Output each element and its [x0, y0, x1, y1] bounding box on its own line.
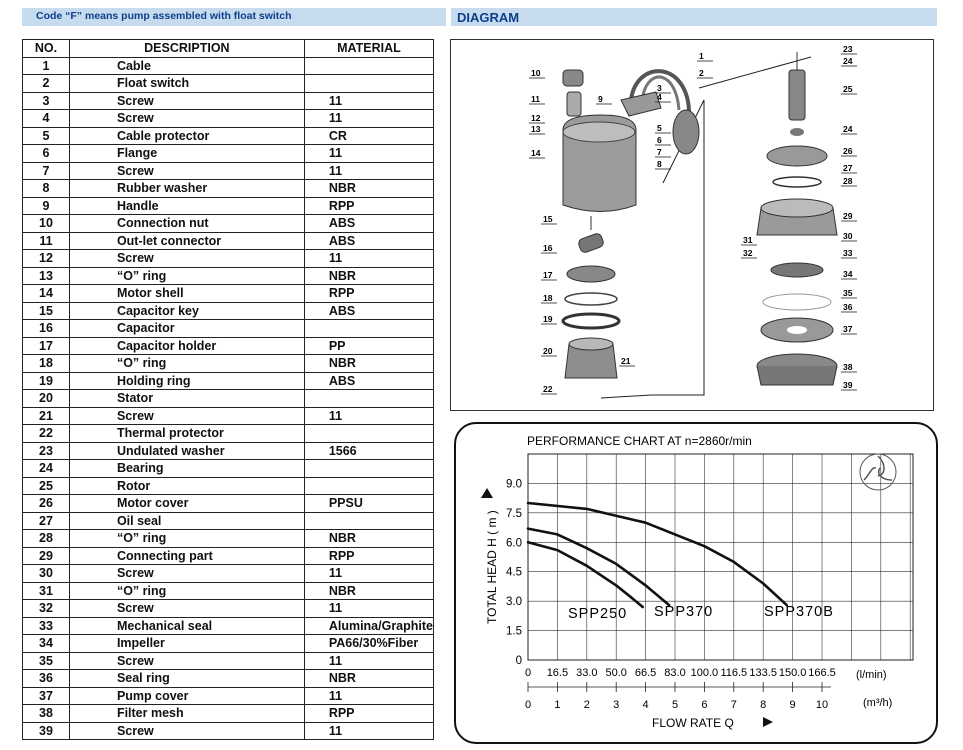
y-tick-label: 9.0 — [506, 478, 522, 491]
plot-area — [528, 454, 913, 660]
part-number: 31 — [23, 582, 70, 600]
impeller-icon — [860, 454, 896, 490]
callout-number: 1 — [699, 51, 704, 61]
table-row — [23, 530, 434, 548]
part-material: RPP — [304, 197, 433, 215]
table-row — [23, 320, 434, 338]
part-material: PPSU — [304, 495, 433, 513]
part-material: 11 — [304, 250, 433, 268]
y-axis-label: TOTAL HEAD H ( m ) — [485, 510, 499, 624]
part-number: 1 — [23, 57, 70, 75]
table-row — [23, 547, 434, 565]
callout-number: 29 — [843, 211, 853, 221]
table-row — [23, 512, 434, 530]
table-row — [23, 145, 434, 163]
callout-number: 8 — [657, 159, 662, 169]
x-tick-label-m3h: 10 — [815, 699, 829, 711]
part-material: ABS — [304, 215, 433, 233]
callout-number: 24 — [843, 124, 853, 134]
table-row — [23, 250, 434, 268]
performance-chart — [456, 424, 936, 742]
part-material: 11 — [304, 407, 433, 425]
part-description: Motor shell — [69, 285, 304, 303]
callout-number: 32 — [743, 248, 753, 258]
callout-number: 33 — [843, 248, 853, 258]
part-material — [304, 512, 433, 530]
x-tick-label-m3h: 7 — [730, 699, 737, 711]
callout-number: 28 — [843, 176, 853, 186]
table-header-row — [23, 40, 434, 58]
part-number: 8 — [23, 180, 70, 198]
y-tick-label: 4.5 — [506, 566, 522, 579]
part-material: CR — [304, 127, 433, 145]
x-tick-label-m3h: 0 — [524, 699, 532, 711]
o-ring-drawing — [565, 293, 617, 305]
part-material: Alumina/Graphite — [304, 617, 433, 635]
part-material — [304, 390, 433, 408]
part-material: RPP — [304, 705, 433, 723]
part-material: NBR — [304, 267, 433, 285]
y-tick-label: 0 — [515, 655, 522, 667]
callout-number: 15 — [543, 214, 553, 224]
rotor-drawing — [789, 70, 805, 120]
table-row — [23, 127, 434, 145]
part-number: 5 — [23, 127, 70, 145]
part-description: Connection nut — [69, 215, 304, 233]
callout-number: 10 — [531, 68, 541, 78]
table-row — [23, 617, 434, 635]
diagram-banner — [451, 8, 937, 26]
part-description: “O” ring — [69, 267, 304, 285]
motor-cover-drawing — [767, 146, 827, 166]
part-description: Screw — [69, 652, 304, 670]
part-number: 27 — [23, 512, 70, 530]
table-row — [23, 285, 434, 303]
series-line-spp250 — [528, 542, 643, 607]
part-description: Motor cover — [69, 495, 304, 513]
x-tick-label-lmin: 133.5 — [749, 667, 777, 679]
part-material: PP — [304, 337, 433, 355]
table-row — [23, 565, 434, 583]
parts-table-body — [23, 57, 434, 740]
part-description: Screw — [69, 92, 304, 110]
callout-number: 26 — [843, 146, 853, 156]
x-unit-lmin: (l/min) — [856, 669, 887, 681]
x-tick-label-lmin: 83.0 — [664, 667, 686, 679]
table-row — [23, 75, 434, 93]
table-row — [23, 687, 434, 705]
y-tick-label: 6.0 — [506, 537, 522, 550]
part-number: 7 — [23, 162, 70, 180]
part-number: 34 — [23, 635, 70, 653]
part-description: Filter mesh — [69, 705, 304, 723]
table-row — [23, 110, 434, 128]
table-row — [23, 162, 434, 180]
holding-ring-drawing — [563, 314, 619, 328]
table-row — [23, 652, 434, 670]
part-number: 24 — [23, 460, 70, 478]
callout-number: 22 — [543, 384, 553, 394]
part-material — [304, 460, 433, 478]
table-row — [23, 425, 434, 443]
part-material — [304, 320, 433, 338]
y-tick-label: 1.5 — [506, 625, 522, 638]
part-number: 15 — [23, 302, 70, 320]
x-unit-m3h: (m³/h) — [863, 697, 893, 709]
part-material: PA66/30%Fiber — [304, 635, 433, 653]
callout-number: 5 — [657, 123, 662, 133]
part-number: 23 — [23, 442, 70, 460]
part-material: 1566 — [304, 442, 433, 460]
callout-number: 3 — [657, 83, 662, 93]
part-material: 11 — [304, 110, 433, 128]
part-material: 11 — [304, 92, 433, 110]
part-number: 4 — [23, 110, 70, 128]
handle-drawing — [621, 92, 661, 116]
part-description: Seal ring — [69, 670, 304, 688]
callout-number: 16 — [543, 243, 553, 253]
callout-number: 6 — [657, 135, 662, 145]
part-material — [304, 57, 433, 75]
float-switch-drawing — [673, 110, 699, 154]
x-tick-label-lmin: 116.5 — [720, 667, 748, 679]
callout-number: 24 — [843, 56, 853, 66]
part-number: 32 — [23, 600, 70, 618]
x-tick-label-lmin: 100.0 — [690, 667, 719, 679]
part-number: 2 — [23, 75, 70, 93]
part-description: Connecting part — [69, 547, 304, 565]
callout-number: 23 — [843, 44, 853, 54]
part-number: 22 — [23, 425, 70, 443]
part-description: Capacitor — [69, 320, 304, 338]
diagram-heading: DIAGRAM — [457, 10, 520, 25]
x-tick-label-lmin: 33.0 — [576, 667, 598, 679]
exploded-diagram-svg — [451, 40, 935, 412]
connection-nut-drawing — [563, 70, 583, 86]
performance-chart-panel — [454, 422, 938, 744]
callout-number: 17 — [543, 270, 553, 280]
x-tick-label-lmin: 0 — [524, 667, 532, 679]
part-material: RPP — [304, 285, 433, 303]
part-material: ABS — [304, 232, 433, 250]
part-description: Screw — [69, 722, 304, 740]
capacitor-holder-drawing — [567, 266, 615, 282]
table-row — [23, 372, 434, 390]
callout-number: 14 — [531, 148, 541, 158]
part-description: Capacitor key — [69, 302, 304, 320]
part-number: 14 — [23, 285, 70, 303]
part-number: 18 — [23, 355, 70, 373]
part-number: 33 — [23, 617, 70, 635]
part-number: 19 — [23, 372, 70, 390]
chart-grid — [528, 454, 913, 660]
x-tick-label-m3h: 3 — [613, 699, 620, 711]
table-row — [23, 267, 434, 285]
part-material: 11 — [304, 652, 433, 670]
part-description: Rubber washer — [69, 180, 304, 198]
callout-number: 25 — [843, 84, 853, 94]
table-row — [23, 460, 434, 478]
x-tick-label-m3h: 1 — [554, 699, 561, 711]
callout-number: 36 — [843, 302, 853, 312]
x-tick-label-lmin: 16.5 — [546, 667, 569, 679]
table-row — [23, 407, 434, 425]
x-tick-label-m3h: 9 — [789, 699, 796, 711]
part-description: Out-let connector — [69, 232, 304, 250]
part-description: Screw — [69, 565, 304, 583]
part-material: NBR — [304, 582, 433, 600]
part-description: Bearing — [69, 460, 304, 478]
table-row — [23, 57, 434, 75]
part-number: 37 — [23, 687, 70, 705]
callout-number: 37 — [843, 324, 853, 334]
callout-number: 2 — [699, 68, 704, 78]
part-description: Cable protector — [69, 127, 304, 145]
part-material: 11 — [304, 687, 433, 705]
x-tick-label-lmin: 50.0 — [605, 667, 627, 679]
part-description: Flange — [69, 145, 304, 163]
table-row — [23, 232, 434, 250]
part-description: Rotor — [69, 477, 304, 495]
callout-number: 30 — [843, 231, 853, 241]
part-number: 3 — [23, 92, 70, 110]
part-description: Screw — [69, 407, 304, 425]
part-material: RPP — [304, 547, 433, 565]
part-number: 11 — [23, 232, 70, 250]
table-row — [23, 635, 434, 653]
part-number: 26 — [23, 495, 70, 513]
part-description: Screw — [69, 162, 304, 180]
parts-table — [22, 39, 434, 740]
part-material: 11 — [304, 145, 433, 163]
x-tick-label-m3h: 4 — [642, 699, 649, 711]
part-material: NBR — [304, 670, 433, 688]
part-material: 11 — [304, 722, 433, 740]
series-label: SPP370B — [764, 604, 834, 620]
chart-title: PERFORMANCE CHART AT n=2860r/min — [527, 434, 752, 448]
callout-number: 7 — [657, 147, 662, 157]
table-row — [23, 390, 434, 408]
col-header-material: MATERIAL — [304, 40, 433, 58]
float-switch-note: Code “F” means pump assembled with float switch — [36, 10, 292, 22]
x-axis-label: FLOW RATE Q — [652, 716, 734, 730]
y-tick-label: 7.5 — [506, 507, 522, 520]
callout-number: 19 — [543, 314, 553, 324]
table-row — [23, 722, 434, 740]
part-number: 30 — [23, 565, 70, 583]
callout-number: 18 — [543, 293, 553, 303]
part-number: 29 — [23, 547, 70, 565]
float-switch-banner — [22, 8, 446, 26]
table-row — [23, 495, 434, 513]
part-description: “O” ring — [69, 582, 304, 600]
callout-number: 31 — [743, 235, 753, 245]
part-description: Mechanical seal — [69, 617, 304, 635]
x-tick-label-m3h: 6 — [701, 699, 708, 711]
callout-number: 12 — [531, 113, 541, 123]
callout-number: 9 — [598, 94, 603, 104]
outlet-connector-drawing — [567, 92, 581, 116]
series-label: SPP370 — [654, 604, 714, 620]
part-description: “O” ring — [69, 355, 304, 373]
part-number: 10 — [23, 215, 70, 233]
table-row — [23, 355, 434, 373]
callout-number: 4 — [657, 92, 662, 102]
x-axis-arrow — [763, 717, 773, 727]
table-row — [23, 477, 434, 495]
part-description: Capacitor holder — [69, 337, 304, 355]
part-description: “O” ring — [69, 530, 304, 548]
callout-number: 39 — [843, 380, 853, 390]
callout-number: 27 — [843, 163, 853, 173]
part-material: NBR — [304, 530, 433, 548]
y-axis-arrow — [481, 488, 493, 498]
col-header-no: NO. — [23, 40, 70, 58]
part-description: Undulated washer — [69, 442, 304, 460]
x-tick-label-lmin: 66.5 — [634, 667, 657, 679]
callout-number: 11 — [531, 94, 540, 104]
part-number: 12 — [23, 250, 70, 268]
y-tick-labels — [506, 478, 522, 667]
part-material: ABS — [304, 302, 433, 320]
x-tick-label-lmin: 150.0 — [778, 667, 807, 679]
part-description: Float switch — [69, 75, 304, 93]
part-description: Stator — [69, 390, 304, 408]
callout-number: 13 — [531, 124, 541, 134]
series-label: SPP250 — [568, 606, 628, 622]
part-number: 35 — [23, 652, 70, 670]
part-material: NBR — [304, 180, 433, 198]
part-description: Pump cover — [69, 687, 304, 705]
table-row — [23, 302, 434, 320]
x-tick-label-lmin: 166.5 — [808, 667, 836, 679]
part-description: Thermal protector — [69, 425, 304, 443]
exploded-diagram — [450, 39, 934, 411]
part-description: Screw — [69, 250, 304, 268]
part-number: 17 — [23, 337, 70, 355]
callout-number: 21 — [621, 356, 631, 366]
part-number: 36 — [23, 670, 70, 688]
part-material: ABS — [304, 372, 433, 390]
part-material — [304, 75, 433, 93]
part-number: 39 — [23, 722, 70, 740]
part-number: 25 — [23, 477, 70, 495]
part-description: Handle — [69, 197, 304, 215]
part-number: 20 — [23, 390, 70, 408]
callout-number: 38 — [843, 362, 853, 372]
part-number: 16 — [23, 320, 70, 338]
table-row — [23, 670, 434, 688]
part-material — [304, 425, 433, 443]
series-line-spp370 — [528, 529, 669, 606]
part-description: Screw — [69, 110, 304, 128]
table-row — [23, 215, 434, 233]
part-material: 11 — [304, 162, 433, 180]
part-material: 11 — [304, 565, 433, 583]
part-number: 28 — [23, 530, 70, 548]
part-number: 9 — [23, 197, 70, 215]
capacitor-drawing — [577, 232, 604, 253]
impeller-drawing — [771, 263, 823, 277]
part-description: Holding ring — [69, 372, 304, 390]
part-description: Impeller — [69, 635, 304, 653]
chart-series — [528, 503, 834, 622]
y-tick-label: 3.0 — [506, 596, 522, 609]
table-row — [23, 600, 434, 618]
part-number: 38 — [23, 705, 70, 723]
x-tick-labels — [525, 667, 836, 711]
part-number: 21 — [23, 407, 70, 425]
x-tick-label-m3h: 5 — [671, 699, 679, 711]
callout-number: 20 — [543, 346, 553, 356]
part-number: 13 — [23, 267, 70, 285]
part-material: 11 — [304, 600, 433, 618]
table-row — [23, 705, 434, 723]
x-tick-label-m3h: 8 — [760, 699, 767, 711]
x-tick-label-m3h: 2 — [583, 699, 590, 711]
part-description: Cable — [69, 57, 304, 75]
table-row — [23, 442, 434, 460]
part-material: NBR — [304, 355, 433, 373]
table-row — [23, 197, 434, 215]
part-description: Screw — [69, 600, 304, 618]
table-row — [23, 92, 434, 110]
part-material — [304, 477, 433, 495]
part-number: 6 — [23, 145, 70, 163]
callout-number: 34 — [843, 269, 853, 279]
table-row — [23, 337, 434, 355]
table-row — [23, 582, 434, 600]
part-description: Oil seal — [69, 512, 304, 530]
table-row — [23, 180, 434, 198]
col-header-description: DESCRIPTION — [69, 40, 304, 58]
callout-number: 35 — [843, 288, 853, 298]
